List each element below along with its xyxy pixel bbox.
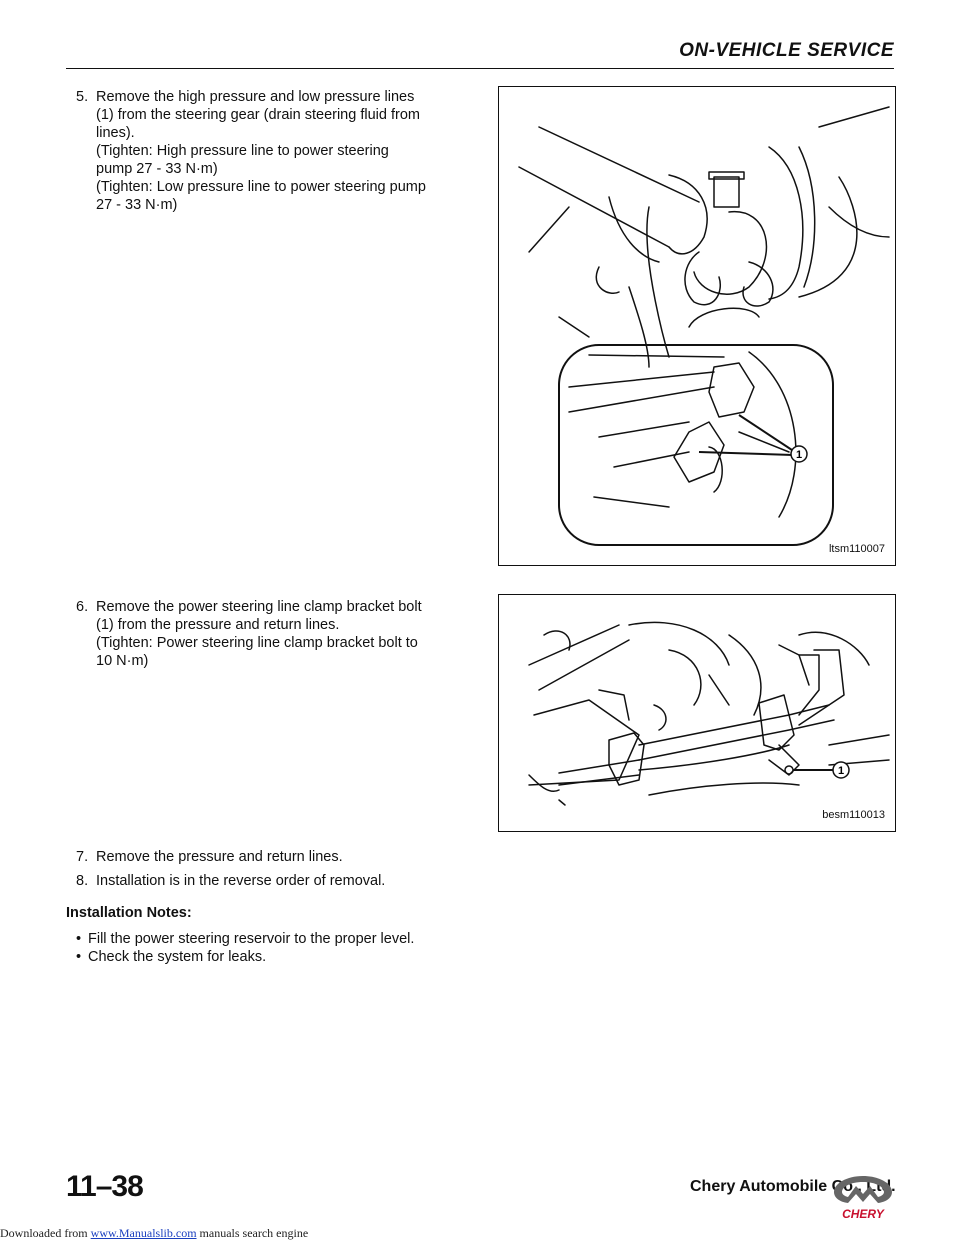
step-text: Remove the pressure and return lines. bbox=[96, 849, 343, 865]
step-text-line: 10 N·m) bbox=[96, 653, 149, 669]
steering-gear-illustration bbox=[499, 87, 895, 565]
step-text: Installation is in the reverse order of removal. bbox=[96, 873, 386, 889]
step-6 bbox=[76, 598, 462, 670]
section-title: ON-VEHICLE SERVICE bbox=[679, 40, 894, 61]
step-text-line: (Tighten: High pressure line to power steering bbox=[96, 143, 389, 159]
step-text-line: pump 27 - 33 N·m) bbox=[96, 161, 218, 177]
step-number: 8. bbox=[76, 873, 89, 889]
manualslib-link[interactable]: www.Manualslib.com bbox=[90, 1226, 197, 1240]
header-divider bbox=[66, 68, 894, 69]
clamp-bracket-illustration bbox=[499, 595, 895, 831]
bullet-icon: • bbox=[76, 931, 82, 947]
page-number: 11–38 bbox=[66, 1170, 143, 1203]
step-text-line: (1) from the steering gear (drain steering fluid from bbox=[96, 107, 420, 123]
step-5 bbox=[76, 88, 462, 214]
step-text-line: 27 - 33 N·m) bbox=[96, 197, 178, 213]
figure-code: ltsm110007 bbox=[828, 543, 885, 555]
chery-logo bbox=[830, 1172, 896, 1227]
logo-wordmark: CHERY bbox=[842, 1207, 884, 1221]
list-item: • Check the system for leaks. bbox=[76, 949, 267, 965]
step-7 bbox=[76, 848, 462, 866]
step-number: 5. bbox=[76, 89, 89, 105]
step-number: 6. bbox=[76, 599, 89, 615]
step-text: Remove the power steering line clamp bracket bolt bbox=[96, 599, 422, 615]
step-text-line: (Tighten: Power steering line clamp bracket bolt to bbox=[96, 635, 418, 651]
figure-code: besm110013 bbox=[822, 809, 885, 821]
list-item: • Fill the power steering reservoir to the proper level. bbox=[76, 931, 415, 947]
download-source-bar: Downloaded from www.Manualslib.com manuals search engine bbox=[0, 1226, 309, 1240]
step-text-line: lines). bbox=[96, 125, 135, 141]
callout-1: 1 bbox=[795, 449, 803, 461]
figure-clamp-bracket bbox=[498, 594, 896, 832]
step-text-line: (1) from the pressure and return lines. bbox=[96, 617, 340, 633]
figure-steering-gear-lines bbox=[498, 86, 896, 566]
company-name: Chery Automobile Co., Ltd. bbox=[690, 1178, 896, 1195]
step-text-line: (Tighten: Low pressure line to power steering pump bbox=[96, 179, 426, 195]
installation-notes-heading: Installation Notes: bbox=[66, 905, 192, 921]
step-text: Remove the high pressure and low pressure lines bbox=[96, 89, 415, 105]
step-number: 7. bbox=[76, 849, 89, 865]
callout-1: 1 bbox=[837, 765, 845, 777]
step-8 bbox=[76, 872, 462, 890]
bullet-icon: • bbox=[76, 949, 82, 965]
